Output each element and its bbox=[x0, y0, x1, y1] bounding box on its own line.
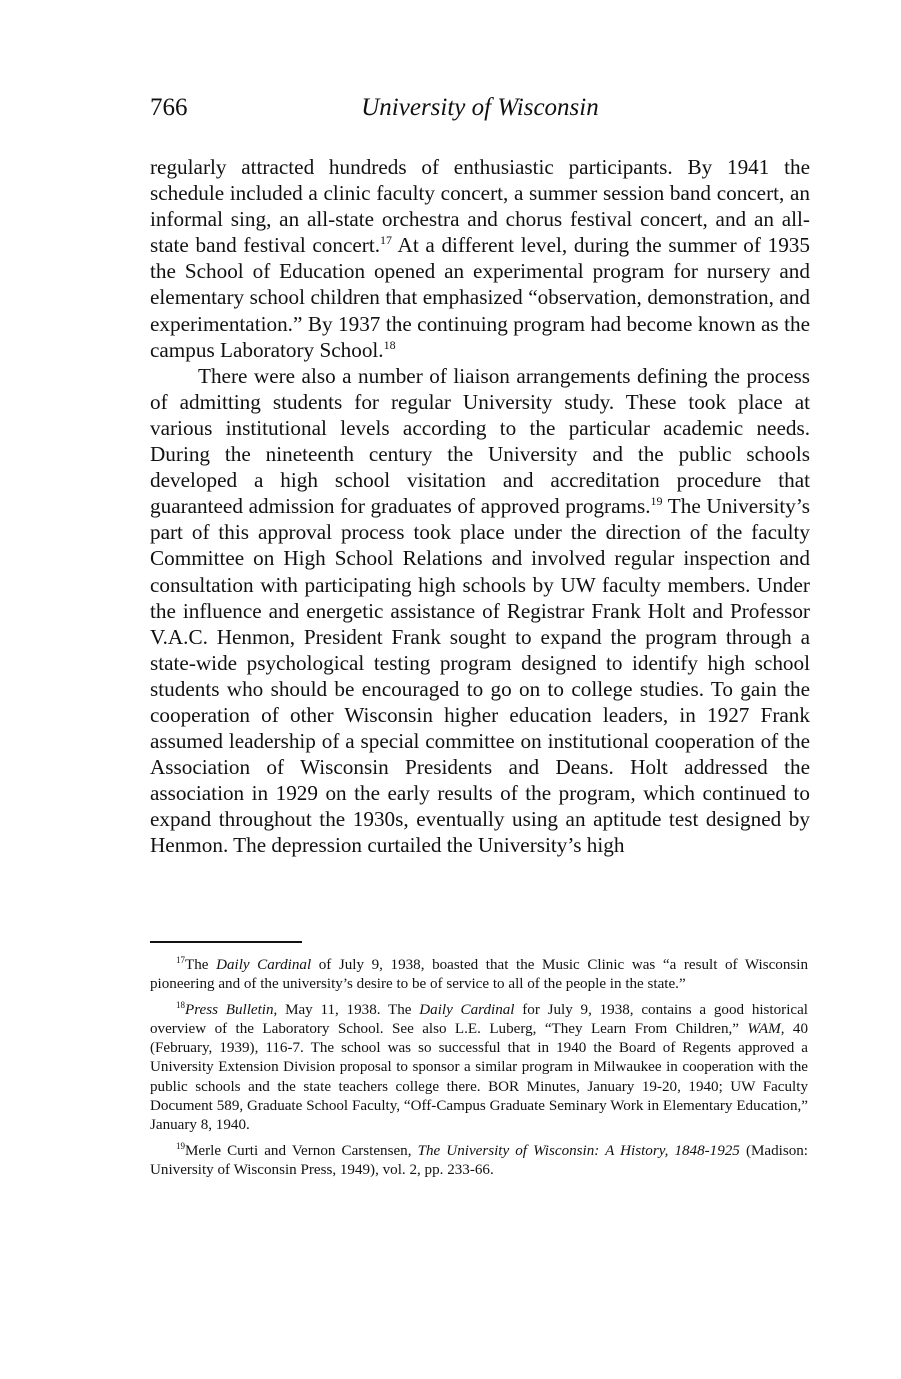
footnote-number: 19 bbox=[176, 1140, 185, 1151]
paragraph-text: At a different level, during the summer of 1935 the School of Education opened an experimental program for nursery and elementary school children that emphasized “observation, demonstration, and experimentation.” By 1937 the continuing program had become known as the campus Laboratory School. bbox=[150, 233, 810, 362]
footnotes bbox=[150, 956, 808, 1187]
page-header bbox=[150, 94, 810, 128]
footnote-italic: Daily Cardinal bbox=[419, 1002, 515, 1019]
footnote-number: 18 bbox=[176, 1000, 185, 1011]
paragraph-text: regularly attracted hundreds of enthusiastic participants. By 1941 the schedule included a clinic faculty concert, a summer session band concert, an informal sing, an all-state orchestra and chorus festival concert, and an all-state band festival concert. bbox=[150, 155, 810, 258]
footnote-ref: 19 bbox=[650, 494, 663, 509]
footnote-18 bbox=[150, 1001, 808, 1135]
footnote-text: , 40 (February, 1939), 116-7. The school was so successful that in 1940 the Board of Regents approved a University Extension Division proposal to sponsor a similar program in Milwaukee in cooperation with the public schools and the state teachers college there. BOR Minutes, January 19-20, 1940; UW Faculty Document 589, Graduate School Faculty, “Off-Campus Graduate Seminary Work in Elementary Education,” January 8, 1940. bbox=[150, 1021, 808, 1133]
footnote-ref: 17 bbox=[380, 233, 393, 248]
footnote-italic: WAM bbox=[747, 1021, 781, 1038]
footnote-ref: 18 bbox=[383, 337, 396, 352]
footnote-text: of July 9, 1938, boasted that the Music Clinic was “a result of Wisconsin pioneering and of the university’s desire to be of service to all of the people in the state.” bbox=[150, 957, 808, 993]
footnote-17 bbox=[150, 956, 808, 994]
paragraph-text: The University’s part of this approval process took place under the direction of the faculty Committee on High School Relations and involved regular inspection and consultation with participating high schools by UW faculty members. Under the influence and energetic assistance of Registrar Frank Holt and Professor V.A.C. Henmon, President Frank sought to expand the program through a state-wide psychological testing program designed to identify high school students who should be encouraged to go on to college studies. To gain the cooperation of other Wisconsin higher education leaders, in 1927 Frank assumed leadership of a special committee on institutional cooperation of the Association of Wisconsin Presidents and Deans. Holt addressed the association in 1929 on the early results of the program, which continued to expand throughout the 1930s, eventually using an aptitude test designed by Henmon. The depression curtailed the University’s high bbox=[150, 494, 810, 858]
footnote-number: 17 bbox=[176, 955, 185, 965]
body-text bbox=[150, 154, 810, 859]
footnote-separator bbox=[150, 941, 302, 943]
footnote-text: , May 11, 1938. The bbox=[273, 1002, 420, 1019]
paragraph-text: There were also a number of liaison arrangements defining the process of admitting students for regular University study. These took place at various institutional levels according to the particular academic needs. During the nineteenth century the University and the public schools developed a high school visitation and accreditation procedure that guaranteed admission for graduates of approved programs. bbox=[150, 363, 810, 519]
footnote-text: Merle Curti and Vernon Carstensen, bbox=[185, 1142, 418, 1159]
paragraph bbox=[150, 363, 810, 859]
page-number: 766 bbox=[150, 94, 188, 121]
footnote-text: for July 9, 1938, contains a good historical overview of the Laboratory School. See also L.E. Luberg, “They Learn From Children,” bbox=[150, 1002, 808, 1038]
paragraph bbox=[150, 154, 810, 363]
footnote-text: (Madison: University of Wisconsin Press, 1949), vol. 2, pp. 233-66. bbox=[150, 1142, 808, 1178]
running-title: University of Wisconsin bbox=[361, 94, 599, 121]
footnote-text: The bbox=[185, 957, 217, 973]
footnote-italic: Press Bulletin bbox=[185, 1002, 274, 1019]
footnote-19 bbox=[150, 1142, 808, 1180]
footnote-italic: Daily Cardinal bbox=[216, 957, 312, 973]
footnote-italic: The University of Wisconsin: A History, 1848-1925 bbox=[417, 1142, 740, 1159]
